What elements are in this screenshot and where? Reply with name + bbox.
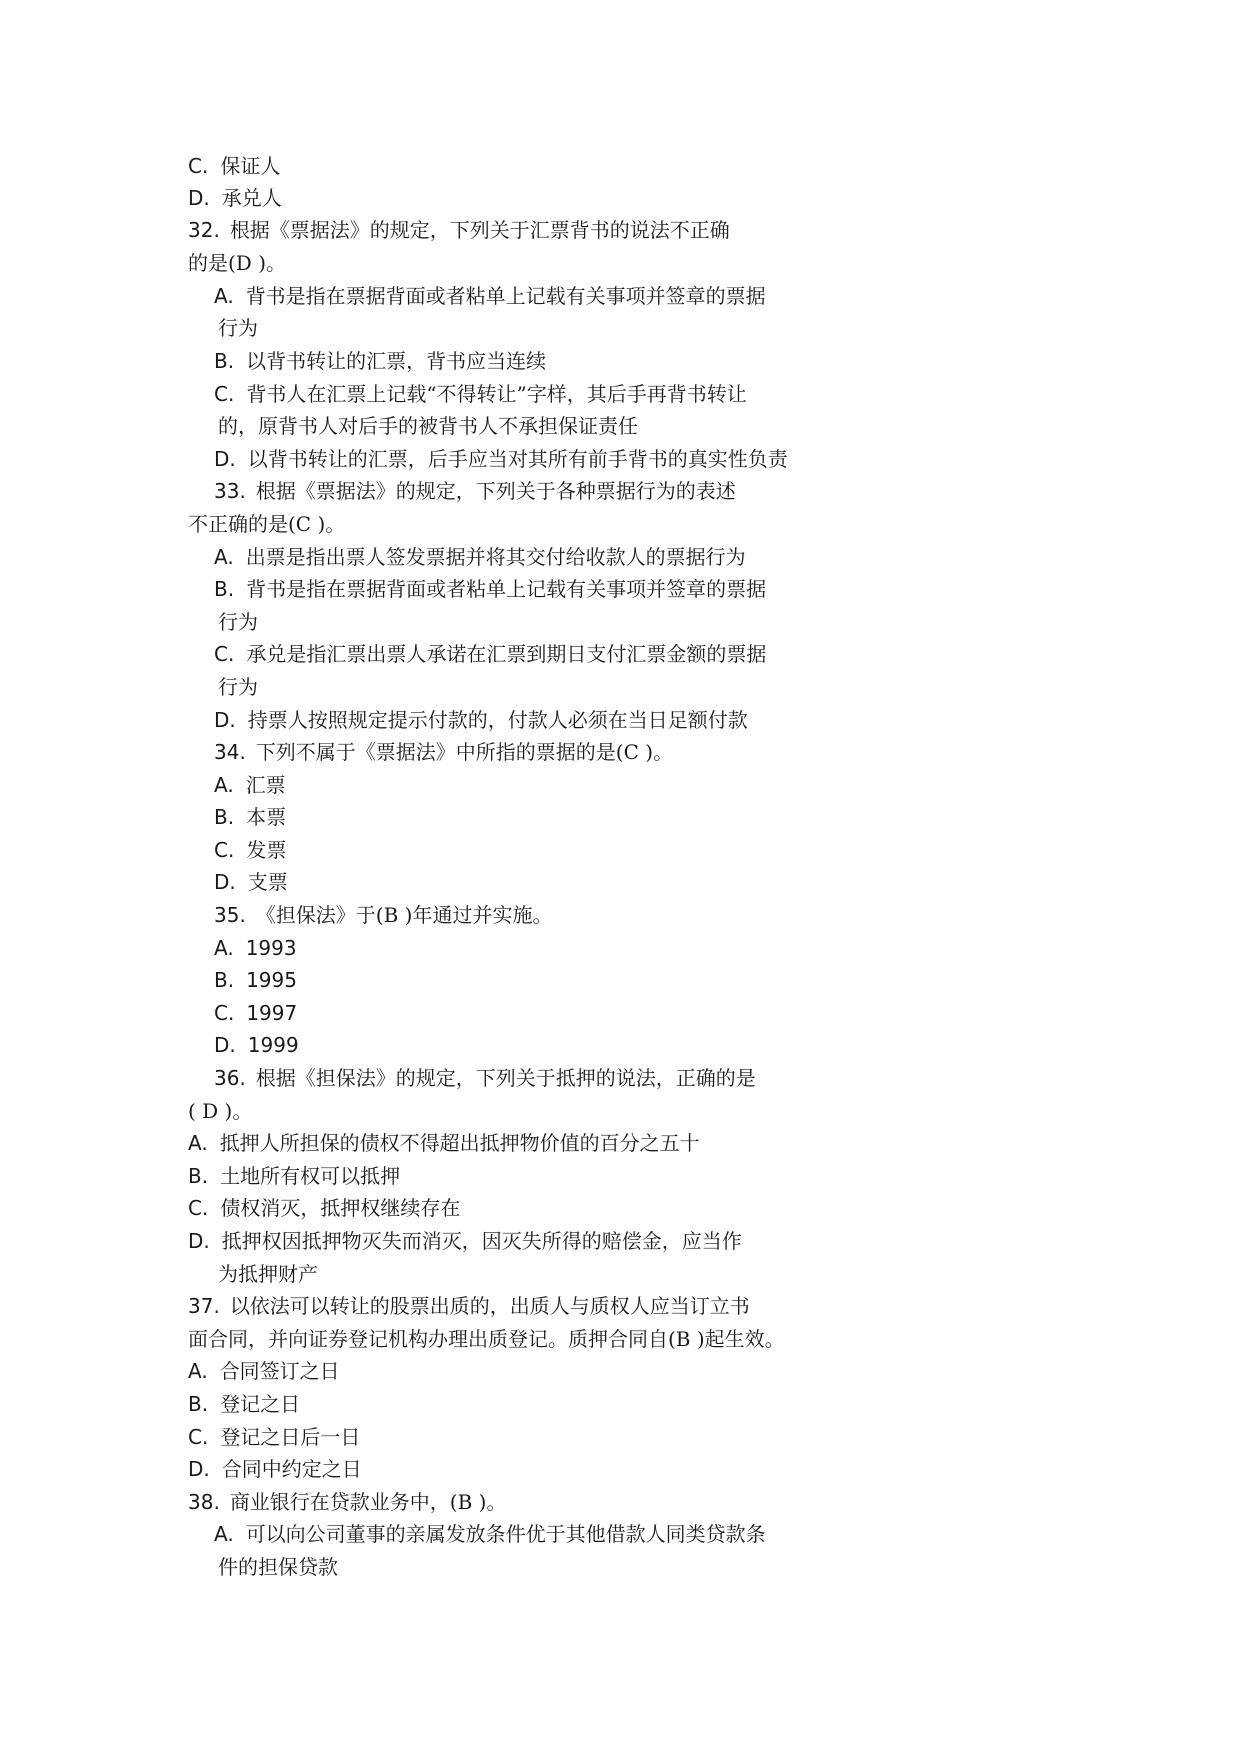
option-line: C. 背书人在汇票上记载“不得转让”字样，其后手再背书转让 xyxy=(214,382,747,406)
option-line: D. 承兑人 xyxy=(188,186,282,210)
question-line: 的是(D )。 xyxy=(188,251,286,275)
option-line: A. 抵押人所担保的债权不得超出抵押物价值的百分之五十 xyxy=(188,1131,700,1155)
option-line: A. 背书是指在票据背面或者粘单上记载有关事项并签章的票据 xyxy=(214,284,766,308)
option-line: C. 登记之日后一日 xyxy=(188,1425,361,1449)
option-line: C. 承兑是指汇票出票人承诺在汇票到期日支付汇票金额的票据 xyxy=(214,642,767,666)
option-line: D. 合同中约定之日 xyxy=(188,1457,362,1481)
question-line: 36. 根据《担保法》的规定，下列关于抵押的说法，正确的是 xyxy=(214,1066,756,1090)
question-line: 38. 商业银行在贷款业务中，(B )。 xyxy=(188,1490,507,1514)
option-line: C. 债权消灭，抵押权继续存在 xyxy=(188,1196,461,1220)
option-line: B. 本票 xyxy=(214,805,287,829)
option-line: B. 以背书转让的汇票，背书应当连续 xyxy=(214,349,547,373)
option-line: D. 1999 xyxy=(214,1033,299,1057)
option-line: B. 土地所有权可以抵押 xyxy=(188,1164,401,1188)
option-line: 行为 xyxy=(218,316,258,340)
option-line: C. 保证人 xyxy=(188,154,281,178)
question-line: 33. 根据《票据法》的规定，下列关于各种票据行为的表述 xyxy=(214,479,736,503)
option-line: B. 背书是指在票据背面或者粘单上记载有关事项并签章的票据 xyxy=(214,577,767,601)
option-line: 行为 xyxy=(218,675,258,699)
question-line: 35. 《担保法》于(B )年通过并实施。 xyxy=(214,903,553,927)
question-line: 37. 以依法可以转让的股票出质的，出质人与质权人应当订立书 xyxy=(188,1294,750,1318)
option-line: 行为 xyxy=(218,610,258,634)
option-line: D. 以背书转让的汇票，后手应当对其所有前手背书的真实性负责 xyxy=(214,447,788,471)
question-line: 不正确的是(C )。 xyxy=(188,512,346,536)
option-line: D. 持票人按照规定提示付款的，付款人必须在当日足额付款 xyxy=(214,708,748,732)
option-line: C. 1997 xyxy=(214,1001,298,1025)
question-line: ( D )。 xyxy=(188,1099,253,1123)
option-line: A. 出票是指出票人签发票据并将其交付给收款人的票据行为 xyxy=(214,545,746,569)
option-line: D. 抵押权因抵押物灭失而消灭，因灭失所得的赔偿金，应当作 xyxy=(188,1229,742,1253)
option-line: A. 1993 xyxy=(214,936,297,960)
option-line: A. 汇票 xyxy=(214,773,286,797)
option-line: 件的担保贷款 xyxy=(218,1555,338,1579)
option-line: 为抵押财产 xyxy=(218,1262,318,1286)
option-line: D. 支票 xyxy=(214,870,288,894)
option-line: A. 可以向公司董事的亲属发放条件优于其他借款人同类贷款条 xyxy=(214,1522,766,1546)
question-line: 面合同，并向证券登记机构办理出质登记。质押合同自(B )起生效。 xyxy=(188,1327,785,1351)
option-line: C. 发票 xyxy=(214,838,287,862)
question-line: 34. 下列不属于《票据法》中所指的票据的是(C )。 xyxy=(214,740,674,764)
question-line: 32. 根据《票据法》的规定，下列关于汇票背书的说法不正确 xyxy=(188,218,730,242)
option-line: B. 1995 xyxy=(214,968,297,992)
option-line: A. 合同签订之日 xyxy=(188,1359,340,1383)
option-line: B. 登记之日 xyxy=(188,1392,301,1416)
option-line: 的，原背书人对后手的被背书人不承担保证责任 xyxy=(218,414,638,438)
